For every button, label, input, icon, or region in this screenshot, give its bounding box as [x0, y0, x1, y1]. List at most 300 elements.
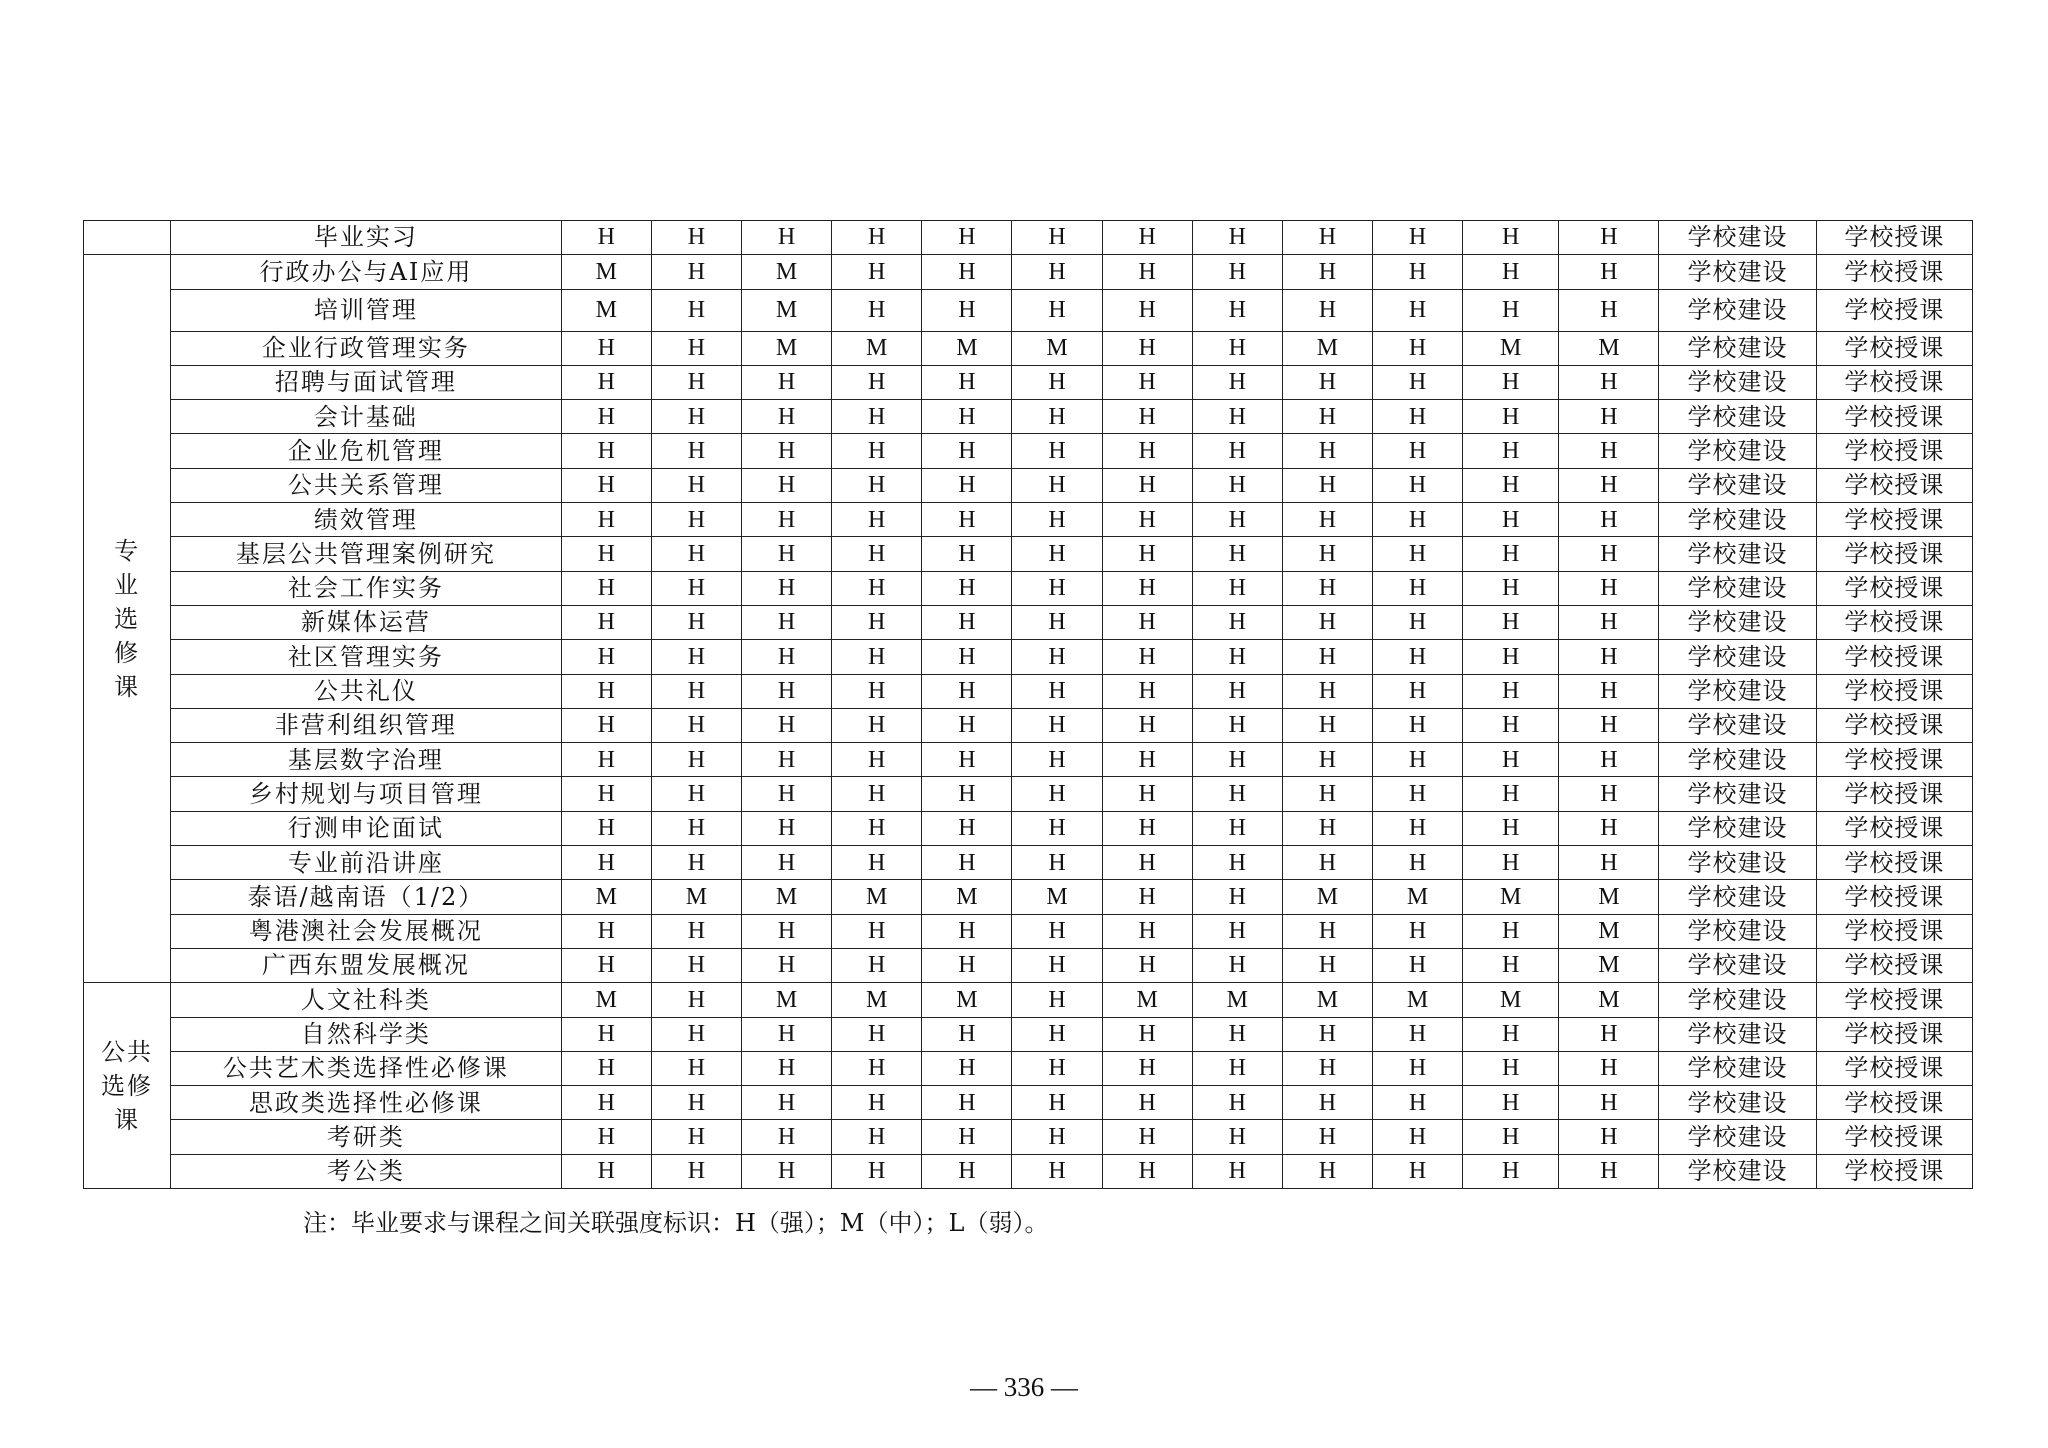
- relevance-cell: H: [922, 708, 1012, 742]
- relevance-cell: H: [1102, 1051, 1192, 1085]
- table-row: [84, 914, 1973, 948]
- relevance-cell: H: [1463, 289, 1559, 331]
- relevance-cell: H: [1559, 1154, 1659, 1188]
- relevance-cell: H: [561, 914, 651, 948]
- relevance-cell: M: [1559, 914, 1659, 948]
- teaching-cell: 学校授课: [1816, 434, 1972, 468]
- relevance-cell: H: [561, 811, 651, 845]
- relevance-cell: H: [561, 434, 651, 468]
- construction-cell: 学校建设: [1659, 1017, 1816, 1051]
- construction-cell: 学校建设: [1659, 880, 1816, 914]
- relevance-cell: H: [651, 811, 741, 845]
- relevance-cell: H: [1102, 674, 1192, 708]
- relevance-cell: H: [1012, 674, 1102, 708]
- relevance-cell: H: [1282, 914, 1372, 948]
- table-row: [84, 255, 1973, 289]
- relevance-cell: H: [1463, 255, 1559, 289]
- relevance-cell: H: [1012, 983, 1102, 1017]
- relevance-cell: H: [832, 434, 922, 468]
- relevance-cell: H: [1102, 255, 1192, 289]
- relevance-cell: H: [922, 1120, 1012, 1154]
- relevance-cell: H: [1373, 846, 1463, 880]
- relevance-cell: H: [1012, 1154, 1102, 1188]
- relevance-cell: H: [651, 914, 741, 948]
- relevance-cell: H: [1102, 537, 1192, 571]
- relevance-cell: H: [651, 708, 741, 742]
- relevance-cell: H: [561, 1051, 651, 1085]
- relevance-cell: H: [832, 640, 922, 674]
- relevance-cell: H: [832, 365, 922, 399]
- relevance-cell: H: [922, 1051, 1012, 1085]
- relevance-cell: H: [832, 948, 922, 982]
- relevance-cell: M: [922, 983, 1012, 1017]
- relevance-cell: H: [651, 434, 741, 468]
- relevance-cell: H: [1463, 948, 1559, 982]
- relevance-cell: M: [742, 255, 832, 289]
- relevance-cell: H: [1373, 1086, 1463, 1120]
- relevance-cell: H: [1012, 1086, 1102, 1120]
- table-row: [84, 948, 1973, 982]
- relevance-cell: H: [922, 743, 1012, 777]
- relevance-cell: H: [651, 537, 741, 571]
- relevance-cell: H: [1559, 846, 1659, 880]
- teaching-cell: 学校授课: [1816, 743, 1972, 777]
- relevance-cell: H: [1192, 1120, 1282, 1154]
- relevance-cell: H: [1373, 743, 1463, 777]
- relevance-cell: H: [1282, 948, 1372, 982]
- relevance-cell: H: [1102, 948, 1192, 982]
- relevance-cell: H: [1282, 365, 1372, 399]
- relevance-cell: H: [1559, 255, 1659, 289]
- relevance-cell: M: [1463, 331, 1559, 365]
- relevance-cell: H: [1559, 503, 1659, 537]
- relevance-cell: H: [922, 674, 1012, 708]
- relevance-cell: H: [742, 605, 832, 639]
- teaching-cell: 学校授课: [1816, 640, 1972, 674]
- relevance-cell: H: [832, 221, 922, 255]
- relevance-cell: H: [1282, 400, 1372, 434]
- relevance-cell: M: [1373, 983, 1463, 1017]
- relevance-cell: H: [922, 605, 1012, 639]
- construction-cell: 学校建设: [1659, 777, 1816, 811]
- relevance-cell: H: [832, 605, 922, 639]
- relevance-cell: H: [651, 1120, 741, 1154]
- course-name-cell: 会计基础: [171, 400, 562, 434]
- construction-cell: 学校建设: [1659, 914, 1816, 948]
- relevance-cell: H: [1102, 640, 1192, 674]
- relevance-cell: H: [1012, 1017, 1102, 1051]
- teaching-cell: 学校授课: [1816, 537, 1972, 571]
- relevance-cell: H: [742, 811, 832, 845]
- relevance-cell: H: [922, 1154, 1012, 1188]
- relevance-cell: H: [1192, 571, 1282, 605]
- relevance-cell: H: [1282, 743, 1372, 777]
- relevance-cell: H: [1463, 777, 1559, 811]
- relevance-cell: H: [1282, 434, 1372, 468]
- construction-cell: 学校建设: [1659, 640, 1816, 674]
- course-name-cell: 思政类选择性必修课: [171, 1086, 562, 1120]
- relevance-cell: H: [1012, 537, 1102, 571]
- relevance-cell: H: [651, 1154, 741, 1188]
- relevance-cell: H: [561, 708, 651, 742]
- relevance-cell: H: [922, 1086, 1012, 1120]
- relevance-cell: H: [651, 846, 741, 880]
- relevance-cell: H: [742, 365, 832, 399]
- relevance-cell: H: [1192, 846, 1282, 880]
- relevance-cell: H: [832, 1120, 922, 1154]
- relevance-cell: H: [742, 708, 832, 742]
- relevance-cell: H: [561, 743, 651, 777]
- relevance-cell: H: [742, 1120, 832, 1154]
- relevance-cell: H: [561, 605, 651, 639]
- relevance-cell: H: [1192, 605, 1282, 639]
- construction-cell: 学校建设: [1659, 537, 1816, 571]
- relevance-cell: H: [1373, 537, 1463, 571]
- relevance-cell: H: [742, 640, 832, 674]
- relevance-cell: H: [1012, 365, 1102, 399]
- relevance-cell: H: [1559, 365, 1659, 399]
- relevance-cell: H: [1192, 1051, 1282, 1085]
- relevance-cell: H: [1282, 503, 1372, 537]
- relevance-cell: H: [922, 434, 1012, 468]
- relevance-cell: H: [1012, 221, 1102, 255]
- relevance-cell: M: [1559, 331, 1659, 365]
- relevance-cell: H: [1559, 468, 1659, 502]
- teaching-cell: 学校授课: [1816, 365, 1972, 399]
- relevance-cell: H: [922, 503, 1012, 537]
- relevance-cell: H: [922, 571, 1012, 605]
- relevance-cell: H: [1463, 846, 1559, 880]
- relevance-cell: H: [1192, 743, 1282, 777]
- relevance-cell: H: [1463, 914, 1559, 948]
- relevance-cell: M: [1012, 880, 1102, 914]
- relevance-cell: H: [651, 605, 741, 639]
- relevance-cell: H: [1373, 1017, 1463, 1051]
- construction-cell: 学校建设: [1659, 503, 1816, 537]
- relevance-cell: H: [651, 221, 741, 255]
- relevance-cell: H: [1102, 289, 1192, 331]
- relevance-cell: H: [1102, 1120, 1192, 1154]
- table-row: [84, 811, 1973, 845]
- teaching-cell: 学校授课: [1816, 914, 1972, 948]
- course-name-cell: 乡村规划与项目管理: [171, 777, 562, 811]
- relevance-cell: H: [651, 365, 741, 399]
- relevance-cell: H: [742, 846, 832, 880]
- relevance-cell: H: [651, 640, 741, 674]
- relevance-cell: M: [561, 255, 651, 289]
- relevance-cell: H: [832, 468, 922, 502]
- construction-cell: 学校建设: [1659, 255, 1816, 289]
- relevance-cell: M: [1373, 880, 1463, 914]
- relevance-cell: H: [561, 674, 651, 708]
- relevance-cell: H: [1373, 400, 1463, 434]
- relevance-cell: H: [742, 434, 832, 468]
- relevance-cell: H: [1559, 434, 1659, 468]
- relevance-cell: H: [1192, 255, 1282, 289]
- table-row: [84, 289, 1973, 331]
- course-name-cell: 社区管理实务: [171, 640, 562, 674]
- relevance-cell: H: [1192, 400, 1282, 434]
- relevance-cell: H: [1192, 811, 1282, 845]
- course-name-cell: 考研类: [171, 1120, 562, 1154]
- course-name-cell: 行测申论面试: [171, 811, 562, 845]
- table-row: [84, 1086, 1973, 1120]
- relevance-cell: H: [651, 400, 741, 434]
- relevance-cell: H: [651, 468, 741, 502]
- relevance-cell: H: [561, 777, 651, 811]
- relevance-cell: M: [1192, 983, 1282, 1017]
- course-name-cell: 绩效管理: [171, 503, 562, 537]
- relevance-cell: H: [651, 571, 741, 605]
- legend-note: 注：毕业要求与课程之间关联强度标识：H（强）；M（中）；L（弱）。: [303, 1209, 1049, 1237]
- course-name-cell: 毕业实习: [171, 221, 562, 255]
- relevance-cell: H: [1192, 289, 1282, 331]
- relevance-cell: H: [1012, 255, 1102, 289]
- relevance-cell: H: [1282, 811, 1372, 845]
- relevance-cell: H: [1012, 468, 1102, 502]
- relevance-cell: H: [1463, 434, 1559, 468]
- relevance-cell: H: [1012, 948, 1102, 982]
- relevance-cell: H: [1102, 914, 1192, 948]
- table-row: [84, 777, 1973, 811]
- construction-cell: 学校建设: [1659, 1051, 1816, 1085]
- teaching-cell: 学校授课: [1816, 948, 1972, 982]
- relevance-cell: H: [1192, 1017, 1282, 1051]
- relevance-cell: M: [1559, 880, 1659, 914]
- relevance-cell: H: [1559, 221, 1659, 255]
- course-name-cell: 人文社科类: [171, 983, 562, 1017]
- construction-cell: 学校建设: [1659, 221, 1816, 255]
- relevance-cell: H: [922, 948, 1012, 982]
- relevance-cell: H: [1373, 331, 1463, 365]
- relevance-cell: H: [1012, 811, 1102, 845]
- relevance-cell: H: [1373, 708, 1463, 742]
- relevance-cell: H: [561, 468, 651, 502]
- relevance-cell: M: [1463, 880, 1559, 914]
- relevance-cell: H: [1102, 708, 1192, 742]
- relevance-cell: M: [742, 289, 832, 331]
- page-number: — 336 —: [970, 1372, 1078, 1402]
- relevance-cell: H: [1192, 331, 1282, 365]
- relevance-cell: H: [1559, 1017, 1659, 1051]
- relevance-cell: H: [1559, 1120, 1659, 1154]
- course-name-cell: 广西东盟发展概况: [171, 948, 562, 982]
- curriculum-matrix-table: [83, 220, 1973, 1189]
- relevance-cell: H: [1282, 255, 1372, 289]
- relevance-cell: H: [1463, 605, 1559, 639]
- course-name-cell: 公共关系管理: [171, 468, 562, 502]
- relevance-cell: H: [1012, 640, 1102, 674]
- relevance-cell: H: [1463, 674, 1559, 708]
- relevance-cell: H: [1373, 255, 1463, 289]
- construction-cell: 学校建设: [1659, 400, 1816, 434]
- construction-cell: 学校建设: [1659, 468, 1816, 502]
- relevance-cell: H: [1282, 846, 1372, 880]
- relevance-cell: H: [742, 1051, 832, 1085]
- relevance-cell: H: [1192, 948, 1282, 982]
- relevance-cell: H: [1373, 221, 1463, 255]
- relevance-cell: H: [832, 811, 922, 845]
- relevance-cell: H: [1282, 571, 1372, 605]
- relevance-cell: H: [1559, 708, 1659, 742]
- relevance-cell: H: [832, 571, 922, 605]
- relevance-cell: H: [561, 1154, 651, 1188]
- relevance-cell: H: [832, 255, 922, 289]
- relevance-cell: H: [1463, 1120, 1559, 1154]
- course-name-cell: 行政办公与AI应用: [171, 255, 562, 289]
- course-name-cell: 培训管理: [171, 289, 562, 331]
- relevance-cell: H: [1102, 811, 1192, 845]
- table-row: [84, 880, 1973, 914]
- relevance-cell: H: [1102, 400, 1192, 434]
- relevance-cell: M: [561, 983, 651, 1017]
- table-row: [84, 983, 1973, 1017]
- relevance-cell: H: [1373, 640, 1463, 674]
- relevance-cell: H: [651, 1051, 741, 1085]
- relevance-cell: H: [1012, 434, 1102, 468]
- relevance-cell: M: [651, 880, 741, 914]
- course-name-cell: 基层公共管理案例研究: [171, 537, 562, 571]
- relevance-cell: H: [832, 846, 922, 880]
- relevance-cell: H: [1102, 1154, 1192, 1188]
- construction-cell: 学校建设: [1659, 846, 1816, 880]
- relevance-cell: H: [1373, 503, 1463, 537]
- relevance-cell: H: [1282, 468, 1372, 502]
- relevance-cell: M: [922, 880, 1012, 914]
- relevance-cell: H: [561, 640, 651, 674]
- relevance-cell: H: [832, 503, 922, 537]
- relevance-cell: M: [1559, 983, 1659, 1017]
- relevance-cell: H: [1282, 1086, 1372, 1120]
- relevance-cell: M: [1102, 983, 1192, 1017]
- relevance-cell: H: [561, 1017, 651, 1051]
- relevance-cell: H: [1282, 605, 1372, 639]
- course-name-cell: 自然科学类: [171, 1017, 562, 1051]
- teaching-cell: 学校授课: [1816, 846, 1972, 880]
- relevance-cell: H: [1102, 743, 1192, 777]
- relevance-cell: H: [1012, 289, 1102, 331]
- relevance-cell: H: [832, 1086, 922, 1120]
- relevance-cell: M: [742, 983, 832, 1017]
- relevance-cell: H: [1463, 503, 1559, 537]
- relevance-cell: H: [832, 1051, 922, 1085]
- course-name-cell: 考公类: [171, 1154, 562, 1188]
- teaching-cell: 学校授课: [1816, 1017, 1972, 1051]
- relevance-cell: H: [1463, 571, 1559, 605]
- relevance-cell: H: [1373, 914, 1463, 948]
- relevance-cell: H: [1559, 571, 1659, 605]
- relevance-cell: H: [1102, 880, 1192, 914]
- construction-cell: 学校建设: [1659, 948, 1816, 982]
- relevance-cell: H: [922, 255, 1012, 289]
- relevance-cell: H: [1373, 1051, 1463, 1085]
- relevance-cell: H: [742, 743, 832, 777]
- relevance-cell: H: [1373, 365, 1463, 399]
- relevance-cell: H: [922, 537, 1012, 571]
- relevance-cell: H: [651, 1086, 741, 1120]
- relevance-cell: H: [651, 674, 741, 708]
- relevance-cell: H: [1012, 708, 1102, 742]
- relevance-cell: H: [651, 777, 741, 811]
- relevance-cell: M: [832, 983, 922, 1017]
- construction-cell: 学校建设: [1659, 708, 1816, 742]
- course-name-cell: 专业前沿讲座: [171, 846, 562, 880]
- relevance-cell: H: [1463, 1017, 1559, 1051]
- relevance-cell: H: [832, 400, 922, 434]
- relevance-cell: H: [1373, 289, 1463, 331]
- relevance-cell: H: [832, 1017, 922, 1051]
- table-row: [84, 605, 1973, 639]
- category-cell: 公共选修课: [84, 983, 171, 1189]
- relevance-cell: H: [832, 1154, 922, 1188]
- relevance-cell: H: [742, 221, 832, 255]
- relevance-cell: M: [742, 880, 832, 914]
- course-name-cell: 公共艺术类选择性必修课: [171, 1051, 562, 1085]
- teaching-cell: 学校授课: [1816, 1051, 1972, 1085]
- relevance-cell: H: [651, 948, 741, 982]
- relevance-cell: H: [1463, 365, 1559, 399]
- relevance-cell: H: [1102, 846, 1192, 880]
- relevance-cell: H: [1012, 400, 1102, 434]
- relevance-cell: H: [832, 777, 922, 811]
- relevance-cell: H: [922, 914, 1012, 948]
- relevance-cell: H: [742, 914, 832, 948]
- relevance-cell: M: [832, 880, 922, 914]
- relevance-cell: H: [561, 221, 651, 255]
- teaching-cell: 学校授课: [1816, 1086, 1972, 1120]
- relevance-cell: H: [1559, 1051, 1659, 1085]
- table-row: [84, 221, 1973, 255]
- teaching-cell: 学校授课: [1816, 605, 1972, 639]
- relevance-cell: H: [1192, 777, 1282, 811]
- relevance-cell: H: [742, 571, 832, 605]
- teaching-cell: 学校授课: [1816, 400, 1972, 434]
- relevance-cell: H: [1559, 1086, 1659, 1120]
- relevance-cell: H: [1559, 674, 1659, 708]
- relevance-cell: H: [1463, 1154, 1559, 1188]
- relevance-cell: H: [1373, 468, 1463, 502]
- relevance-cell: M: [922, 331, 1012, 365]
- relevance-cell: H: [742, 537, 832, 571]
- table-row: [84, 640, 1973, 674]
- relevance-cell: H: [1282, 1154, 1372, 1188]
- construction-cell: 学校建设: [1659, 331, 1816, 365]
- relevance-cell: M: [1282, 880, 1372, 914]
- relevance-cell: H: [561, 846, 651, 880]
- table-row: [84, 468, 1973, 502]
- relevance-cell: H: [1192, 537, 1282, 571]
- construction-cell: 学校建设: [1659, 1086, 1816, 1120]
- table-row: [84, 400, 1973, 434]
- relevance-cell: H: [832, 743, 922, 777]
- teaching-cell: 学校授课: [1816, 468, 1972, 502]
- relevance-cell: H: [1282, 1051, 1372, 1085]
- relevance-cell: H: [561, 948, 651, 982]
- relevance-cell: H: [1282, 777, 1372, 811]
- relevance-cell: H: [1559, 537, 1659, 571]
- relevance-cell: H: [922, 811, 1012, 845]
- relevance-cell: H: [1373, 1154, 1463, 1188]
- teaching-cell: 学校授课: [1816, 1154, 1972, 1188]
- relevance-cell: M: [561, 289, 651, 331]
- relevance-cell: H: [561, 1086, 651, 1120]
- relevance-cell: H: [922, 365, 1012, 399]
- relevance-cell: H: [1463, 537, 1559, 571]
- teaching-cell: 学校授课: [1816, 503, 1972, 537]
- relevance-cell: H: [651, 1017, 741, 1051]
- relevance-cell: H: [1102, 571, 1192, 605]
- relevance-cell: H: [561, 537, 651, 571]
